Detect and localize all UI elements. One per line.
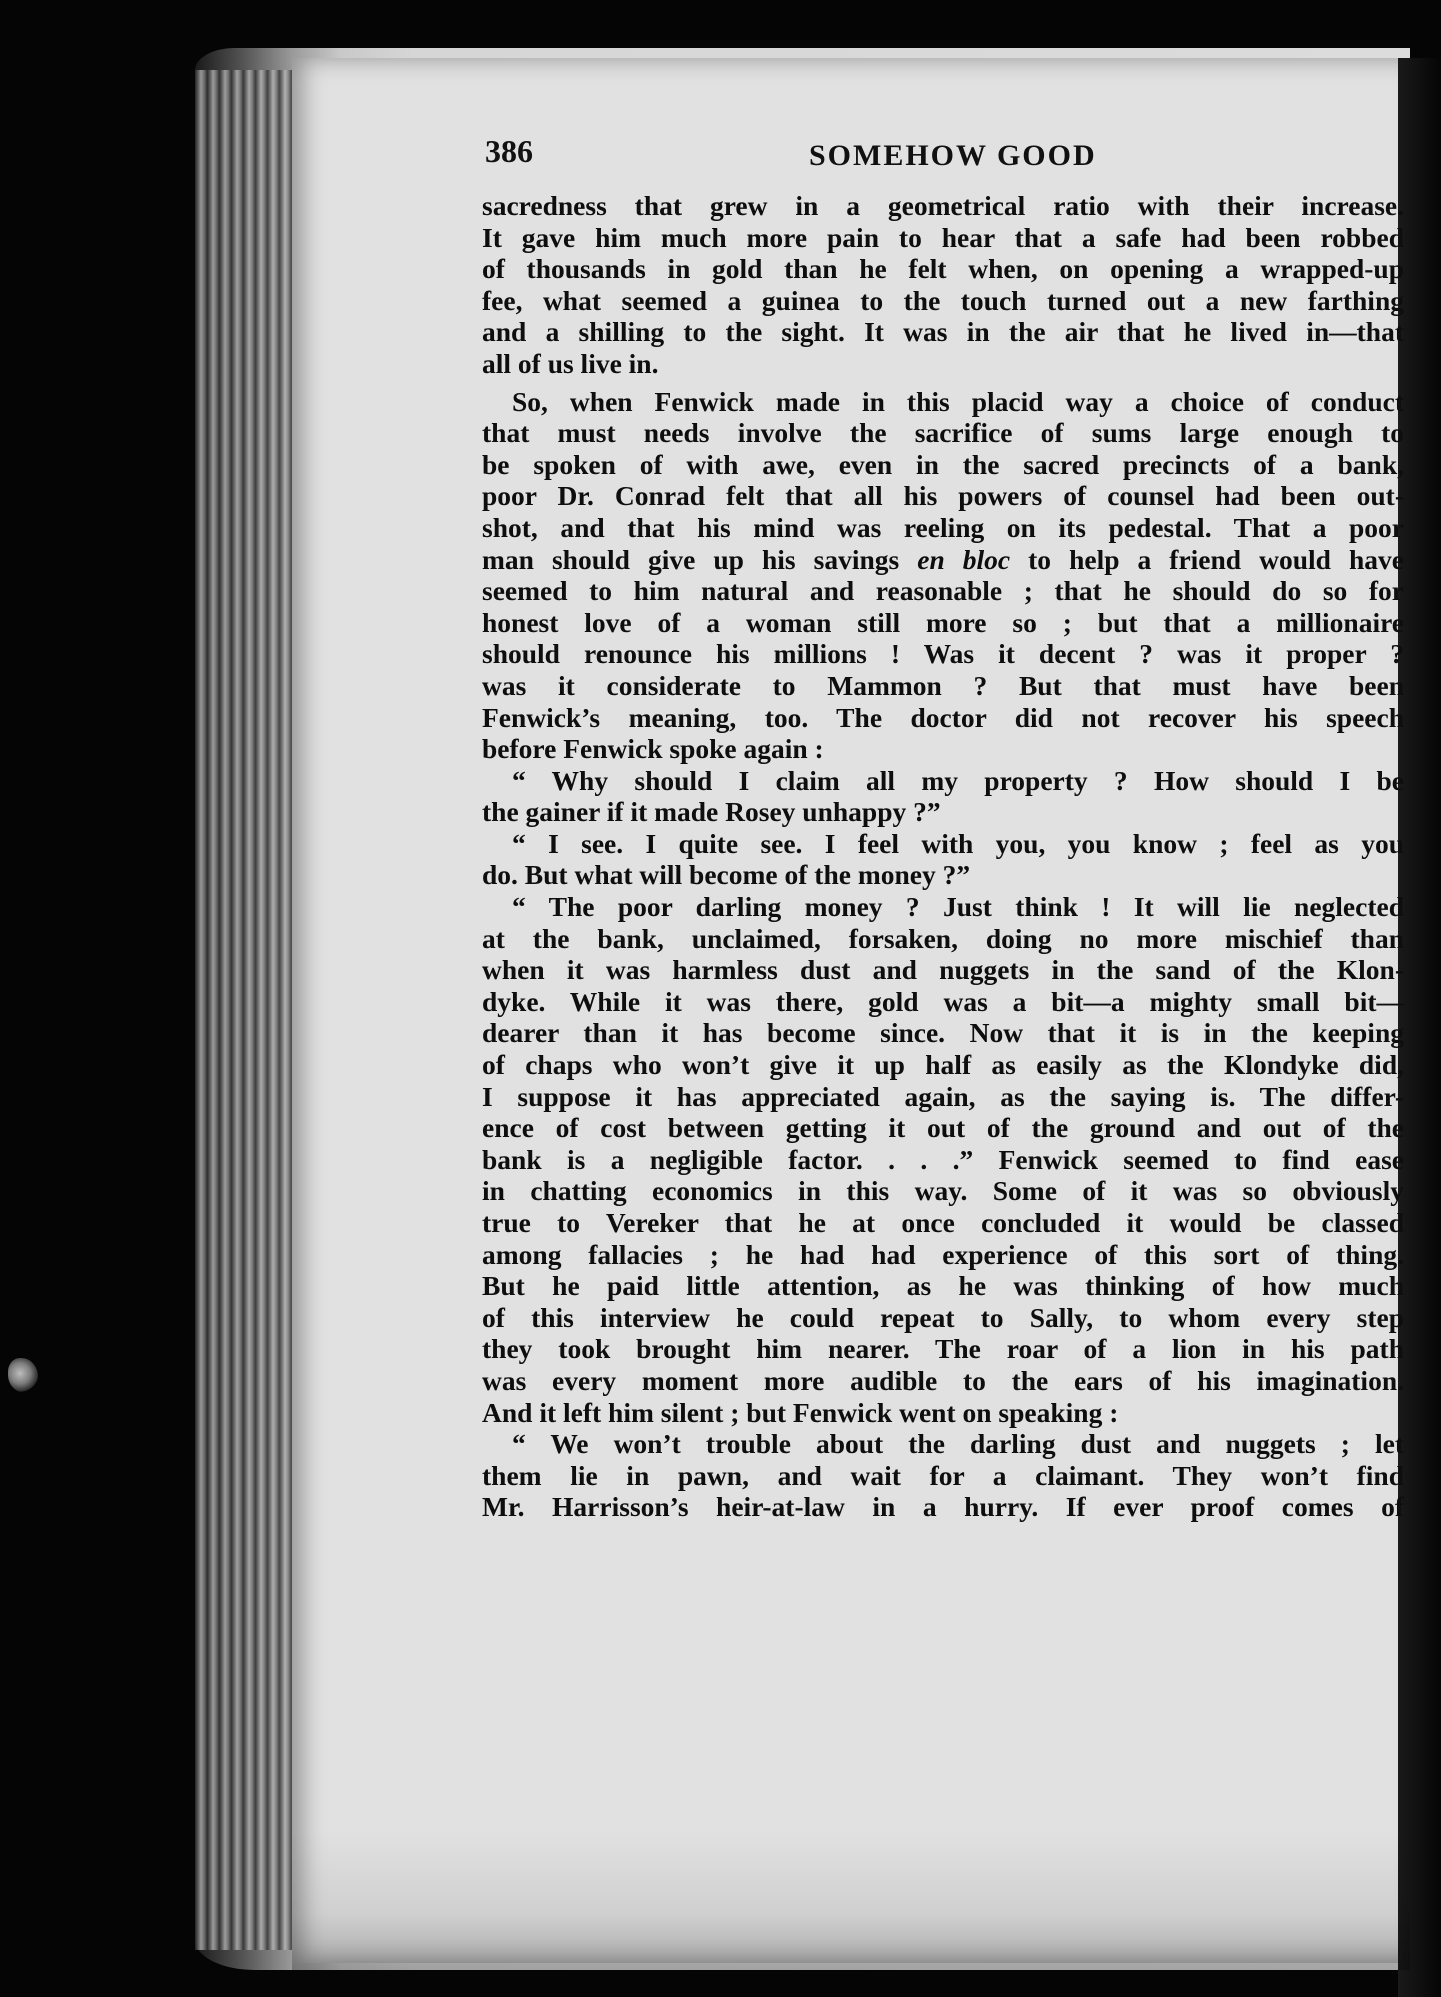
text-line: ence of cost between getting it out of the ground and out of the [482,1112,1404,1144]
text-line: poor Dr. Conrad felt that all his powers of counsel had been out- [482,480,1404,512]
text-line: of chaps who won’t give it up half as easily as the Klondyke did, [482,1049,1404,1081]
text-line: seemed to him natural and reasonable ; that he should do so for [482,575,1404,607]
text-line: them lie in pawn, and wait for a claimant. They won’t find [482,1459,1404,1491]
text-line: sacredness that grew in a geometrical ratio with their increase. [482,190,1404,221]
text-line: at the bank, unclaimed, forsaken, doing no more mischief than [482,922,1404,954]
text-line: So, when Fenwick made in this placid way a choice of conduct [512,385,1404,417]
text-line: “ The poor darling money ? Just think ! It will lie neglected [512,891,1404,923]
text-line: fee, what seemed a guinea to the touch turned out a new farthing [482,284,1404,316]
body-text [482,190,1404,1523]
text-line: and a shilling to the sight. It was in the air that he lived in—that [482,316,1404,348]
text-line: Mr. Harrisson’s heir-at-law in a hurry. If ever proof comes of [482,1491,1404,1523]
text-line: do. But what will become of the money ?” [482,859,971,891]
text-line: in chatting economics in this way. Some of it was so obviously [482,1175,1404,1207]
text-line: “ Why should I claim all my property ? How should I be [512,764,1404,796]
text-line: honest love of a woman still more so ; but that a millionaire [482,606,1404,638]
text-line: that must needs involve the sacrifice of sums large enough to [482,417,1404,449]
page-bottom-shadow [292,1830,1410,1970]
text-line: “ We won’t trouble about the darling dust and nuggets ; let [512,1428,1404,1460]
text-line: of this interview he could repeat to Sally, to whom every step [482,1301,1404,1333]
text-line: “ I see. I quite see. I feel with you, you know ; feel as you [512,827,1404,859]
page-number: 386 [485,133,533,169]
text-line: was it considerate to Mammon ? But that must have been [482,669,1404,701]
page-edges [195,70,305,1950]
text-line: when it was harmless dust and nuggets in the sand of the Klon- [482,954,1404,986]
text-line: among fallacies ; he had had experience of this sort of thing. [482,1238,1404,1270]
running-head: SOMEHOW GOOD [809,139,1097,172]
text-line: be spoken of with awe, even in the sacred precincts of a bank, [482,448,1404,480]
text-line: was every moment more audible to the ears of his imagination. [482,1364,1404,1396]
dust-speck [8,1358,38,1392]
text-line: And it left him silent ; but Fenwick went on speaking : [482,1396,1119,1428]
text-line: the gainer if it made Rosey unhappy ?” [482,796,941,828]
text-line: all of us live in. [482,347,659,379]
text-line: true to Vereker that he at once concluded it would be classed [482,1207,1404,1238]
text-line: should renounce his millions ! Was it decent ? was it proper ? [482,638,1404,670]
text-line: man should give up his savings en bloc to help a friend would have [482,543,1404,575]
text-line: bank is a negligible factor. . . .” Fenwick seemed to find ease [482,1143,1404,1175]
text-line: of thousands in gold than he felt when, on opening a wrapped-up [482,253,1404,285]
page-gutter-shadow [1398,58,1441,1997]
text-line: It gave him much more pain to hear that a safe had been robbed [482,221,1404,253]
text-line: I suppose it has appreciated again, as the saying is. The differ- [482,1080,1404,1112]
text-line: dearer than it has become since. Now that it is in the keeping [482,1017,1404,1049]
text-line: But he paid little attention, as he was thinking of how much [482,1270,1404,1302]
text-line: before Fenwick spoke again : [482,733,824,765]
text-line: shot, and that his mind was reeling on its pedestal. That a poor [482,511,1404,543]
text-line: dyke. While it was there, gold was a bit—a mighty small bit— [482,985,1404,1017]
text-line: they took brought him nearer. The roar of a lion in his path [482,1333,1404,1365]
page-header [485,133,1410,193]
text-line: Fenwick’s meaning, too. The doctor did not recover his speech [482,701,1404,733]
